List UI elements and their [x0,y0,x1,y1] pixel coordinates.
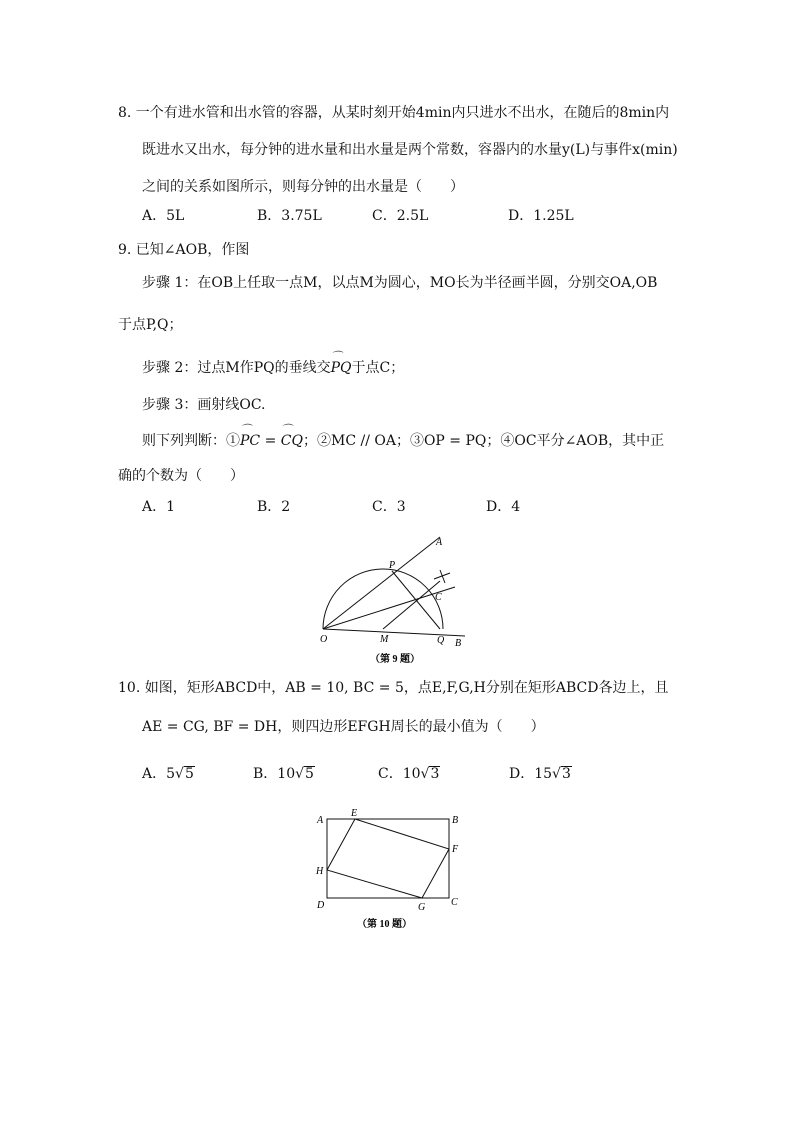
q9-arc-cq: ⌒ CQ [281,431,303,451]
q9-option-d: D．4 [486,499,521,515]
figure-9-label-a: A [436,537,443,548]
q9-line-1: 9. 已知∠AOB，作图 [118,242,250,258]
q10-option-d: D．15√3 [509,766,571,782]
figure-10-label-f: F [452,844,459,855]
figure-9-label-o: O [320,634,328,645]
q9-step-2 [142,358,404,378]
q9-option-b: B．2 [257,499,291,515]
q9-step-2-prefix: 步骤 2：过点M作PQ的垂线交 [142,360,331,376]
q10-option-c: C．10√3 [378,766,440,782]
q10-option-d-prefix: D．15 [509,766,553,782]
q9-step-1b: 于点P,Q； [118,317,183,333]
q8-option-a: A．5L [142,208,185,224]
q8-option-d: D．1.25L [508,208,574,224]
q10-option-c-prefix: C．10 [378,766,421,782]
q8-option-c: C．2.5L [372,208,429,224]
figure-9-ray-oa [323,537,440,629]
figure-9-label-p: P [389,560,396,571]
q9-judgement-prefix: 则下列判断：① [142,433,240,449]
figure-10-label-b: B [452,815,459,826]
figure-10-label-e: E [351,808,358,819]
q9-arc-pc: ⌒ PC [240,431,260,451]
q9-option-a: A．1 [142,499,176,515]
figure-10-caption: （第 10 题） [357,919,412,930]
q9-step-2-suffix: 于点C； [351,360,405,376]
q9-judgement-rest: ；②MC // OA；③OP = PQ；④OC平分∠AOB，其中正 [302,433,665,449]
figure-9-label-m: M [380,634,389,645]
figure-9-label-q: Q [437,635,445,646]
figure-9-semicircle [323,569,443,629]
q10-option-c-radicand: 3 [430,766,440,782]
q9-step-3: 步骤 3：画射线OC. [142,397,266,413]
figure-10 [305,805,475,935]
q10-option-a-prefix: A．5 [142,766,176,782]
figure-9-segment-mc [383,581,440,629]
q9-judgement-line-2: 确的个数为（ ） [118,468,244,484]
figure-10-quadrilateral-efgh [327,819,449,898]
q10-line-2: AE = CG, BF = DH，则四边形EFGH周长的最小值为（ ） [142,719,545,735]
figure-9-caption: （第 9 题） [370,654,420,665]
q8-line-1: 8. 一个有进水管和出水管的容器，从某时刻开始4min内只进水不出水，在随后的8min内 [118,105,670,121]
figure-10-rectangle-abcd [327,819,449,898]
q10-option-b: B．10√5 [253,766,314,782]
figure-9-label-c: C [435,592,442,603]
figure-10-label-a: A [317,815,324,826]
figure-10-label-d: D [317,900,325,911]
q9-equals: = [260,433,281,449]
figure-9-segment-pq [392,571,440,629]
q10-option-a: A．5√5 [142,766,194,782]
q8-line-2: 既进水又出水，每分钟的进水量和出水量是两个常数，容器内的水量y(L)与事件x(min) [142,142,678,158]
q10-option-d-radicand: 3 [561,766,571,782]
figure-9 [300,525,490,670]
q10-option-b-radicand: 5 [305,766,314,782]
figure-10-label-h: H [316,866,324,877]
q10-line-1: 10. 如图，矩形ABCD中，AB = 10, BC = 5，点E,F,G,H分别在矩形ABCD各边上，且 [118,680,669,696]
figure-9-label-b: B [455,638,462,649]
q9-option-c: C．3 [372,499,406,515]
q8-line-3: 之间的关系如图所示，则每分钟的出水量是（ ） [142,179,464,195]
figure-10-label-c: C [451,897,458,908]
q9-step-2-arc: ⌒ PQ [331,358,352,378]
q8-option-b: B．3.75L [257,208,322,224]
q9-judgement-line-1 [142,431,664,451]
q9-step-1a: 步骤 1：在OB上任取一点M，以点M为圆心，MO长为半径画半圆，分别交OA,OB [142,275,658,291]
figure-9-construction-mark [434,570,450,583]
q10-option-b-prefix: B．10 [253,766,296,782]
q10-option-a-radicand: 5 [184,766,194,782]
figure-10-label-g: G [418,902,426,913]
